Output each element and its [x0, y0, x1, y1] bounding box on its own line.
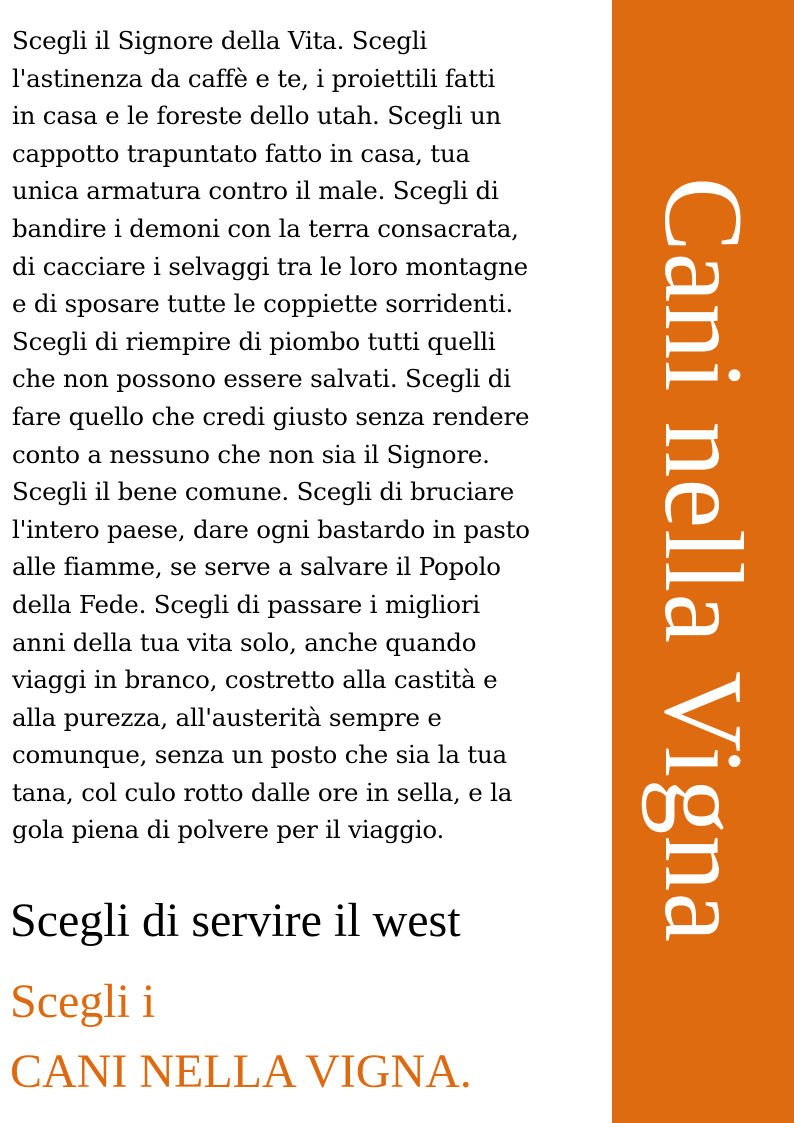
- cta-line-2: CANI NELLA VIGNA.: [10, 1045, 472, 1098]
- sidebar-title: Cani nella Vigna: [641, 176, 765, 944]
- cta-line-1: Scegli i: [10, 975, 156, 1028]
- body-paragraph: Scegli il Signore della Vita. Scegli l'astinenza da caffè e te, i proiettili fatti in casa e le foreste dello utah. Scegli un cappotto trapuntato fatto in casa, tua unica armatura contro il male. Scegli di bandire i demoni con la terra consacrata, di cacciare i selvaggi tra le loro montagne e di sposare tutte le coppiette sorridenti. Scegli di riempire di piombo tutti quelli che non possono essere salvati. Scegli di fare quello che credi giusto senza rendere conto a nessuno che non sia il Signore. Scegli il bene comune. Scegli di bruciare l'intero paese, dare ogni bastardo in pasto alle fiamme, se serve a salvare il Popolo della Fede. Scegli di passare i migliori anni della tua vita solo, anche quando viaggi in branco, costretto alla castità e alla purezza, all'austerità sempre e comunque, senza un posto che sia la tua tana, col culo rotto dalle ore in sella, e la gola piena di polvere per il viaggio.: [12, 26, 530, 845]
- title-sidebar: [612, 0, 794, 1123]
- tagline: Scegli di servire il west: [10, 894, 461, 947]
